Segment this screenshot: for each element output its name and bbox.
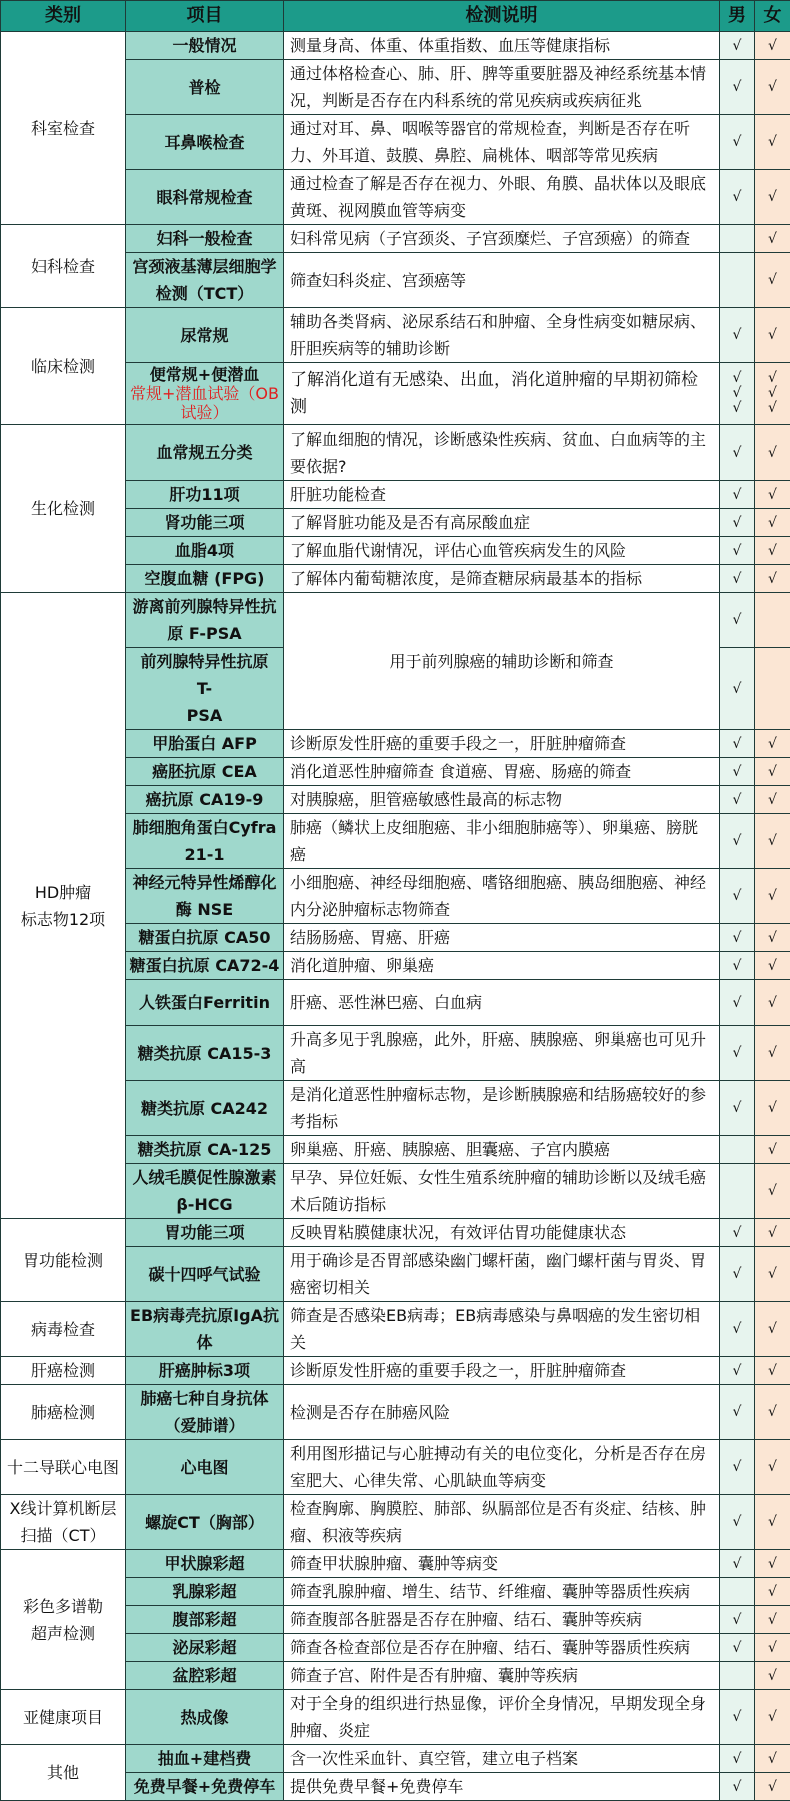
female-check: √ — [755, 1385, 790, 1440]
description-cell: 肝脏功能检查 — [284, 481, 720, 509]
category-cell: 其他 — [1, 1745, 126, 1801]
item-cell: 糖蛋白抗原 CA72-4 — [126, 952, 284, 980]
category-cell: 临床检测 — [1, 308, 126, 425]
description-cell: 肺癌（鳞状上皮细胞癌、非小细胞肺癌等）、卵巢癌、膀胱癌 — [284, 814, 720, 869]
item-cell: 游离前列腺特异性抗原 F-PSA — [126, 593, 284, 648]
item-cell: 肺癌七种自身抗体（爱肺谱） — [126, 1385, 284, 1440]
male-check: √ — [720, 60, 755, 115]
description-cell: 了解血脂代谢情况，评估心血管疾病发生的风险 — [284, 537, 720, 565]
female-check: √ — [755, 1026, 790, 1081]
category-cell: 妇科检查 — [1, 225, 126, 308]
description-cell: 含一次性采血针、真空管，建立电子档案 — [284, 1745, 720, 1773]
table-row — [1, 225, 790, 253]
table-row — [1, 1690, 790, 1745]
item-cell: 甲胎蛋白 AFP — [126, 730, 284, 758]
description-cell: 了解血细胞的情况，诊断感染性疾病、贫血、白血病等的主要依据? — [284, 425, 720, 481]
male-check: √ — [720, 115, 755, 170]
table-row — [1, 32, 790, 60]
description-cell: 升高多见于乳腺癌，此外，肝癌、胰腺癌、卵巢癌也可见升高 — [284, 1026, 720, 1081]
category-cell: 肺癌检测 — [1, 1385, 126, 1440]
description-cell: 消化道肿瘤、卵巢癌 — [284, 952, 720, 980]
item-cell: 肝功11项 — [126, 481, 284, 509]
male-check: √ √ √ — [720, 363, 755, 425]
male-check: √ — [720, 425, 755, 481]
item-cell: 血脂4项 — [126, 537, 284, 565]
item-cell: 人铁蛋白Ferritin — [126, 980, 284, 1026]
description-cell: 筛查甲状腺肿瘤、囊肿等病变 — [284, 1550, 720, 1578]
female-check: √ — [755, 758, 790, 786]
item-cell: 神经元特异性烯醇化酶 NSE — [126, 869, 284, 924]
female-check: √ — [755, 425, 790, 481]
description-cell: 测量身高、体重、体重指数、血压等健康指标 — [284, 32, 720, 60]
item-cell: 妇科一般检查 — [126, 225, 284, 253]
description-cell: 是消化道恶性肿瘤标志物，是诊断胰腺癌和结肠癌较好的参考指标 — [284, 1081, 720, 1136]
description-cell: 诊断原发性肝癌的重要手段之一，肝脏肿瘤筛查 — [284, 1357, 720, 1385]
female-check: √ — [755, 481, 790, 509]
item-cell: 乳腺彩超 — [126, 1578, 284, 1606]
item-main-label: 便常规+便潜血 — [149, 365, 260, 384]
male-check: √ — [720, 1440, 755, 1495]
male-check — [720, 1662, 755, 1690]
table-row — [1, 425, 790, 481]
female-check: √ — [755, 1440, 790, 1495]
item-cell: EB病毒壳抗原IgA抗体 — [126, 1302, 284, 1357]
description-cell: 小细胞癌、神经母细胞癌、嗜铬细胞癌、胰岛细胞癌、神经内分泌肿瘤标志物筛查 — [284, 869, 720, 924]
female-check: √ — [755, 730, 790, 758]
description-cell: 通过体格检查心、肺、肝、脾等重要脏器及神经系统基本情况，判断是否存在内科系统的常见疾病或疾病征兆 — [284, 60, 720, 115]
category-cell: 生化检测 — [1, 425, 126, 593]
item-cell: 免费早餐+免费停车 — [126, 1773, 284, 1801]
male-check: √ — [720, 869, 755, 924]
category-cell: 肝癌检测 — [1, 1357, 126, 1385]
table-row — [1, 1745, 790, 1773]
description-cell: 筛查腹部各脏器是否存在肿瘤、结石、囊肿等疾病 — [284, 1606, 720, 1634]
description-cell: 筛查各检查部位是否存在肿瘤、结石、囊肿等器质性疾病 — [284, 1634, 720, 1662]
description-cell: 检查胸廓、胸膜腔、肺部、纵膈部位是否有炎症、结核、肿瘤、积液等疾病 — [284, 1495, 720, 1550]
male-check: √ — [720, 565, 755, 593]
male-check: √ — [720, 481, 755, 509]
male-check: √ — [720, 1606, 755, 1634]
item-cell: 胃功能三项 — [126, 1219, 284, 1247]
item-cell: 肺细胞角蛋白Cyfra 21-1 — [126, 814, 284, 869]
female-check: √ — [755, 980, 790, 1026]
item-cell: 心电图 — [126, 1440, 284, 1495]
description-cell: 对胰腺癌，胆管癌敏感性最高的标志物 — [284, 786, 720, 814]
table-row — [1, 1440, 790, 1495]
female-check: √ — [755, 952, 790, 980]
male-check: √ — [720, 1247, 755, 1302]
female-check: √ — [755, 1219, 790, 1247]
male-check: √ — [720, 924, 755, 952]
description-cell: 了解体内葡萄糖浓度，是筛查糖尿病最基本的指标 — [284, 565, 720, 593]
header-description: 检测说明 — [284, 1, 720, 32]
item-cell: 糖类抗原 CA15-3 — [126, 1026, 284, 1081]
female-check: √ — [755, 1745, 790, 1773]
table-row — [1, 1550, 790, 1578]
description-cell: 用于前列腺癌的辅助诊断和筛查 — [284, 593, 720, 730]
header-item: 项目 — [126, 1, 284, 32]
item-cell — [126, 363, 284, 425]
male-check: √ — [720, 308, 755, 363]
male-check: √ — [720, 1302, 755, 1357]
male-check: √ — [720, 1690, 755, 1745]
category-cell: 十二导联心电图 — [1, 1440, 126, 1495]
header-male: 男 — [720, 1, 755, 32]
female-check: √ — [755, 170, 790, 225]
female-check: √ — [755, 814, 790, 869]
item-cell: 空腹血糖 (FPG) — [126, 565, 284, 593]
item-cell: 泌尿彩超 — [126, 1634, 284, 1662]
item-cell: 耳鼻喉检查 — [126, 115, 284, 170]
description-cell: 筛查乳腺肿瘤、增生、结节、纤维瘤、囊肿等器质性疾病 — [284, 1578, 720, 1606]
female-check: √ — [755, 308, 790, 363]
description-cell: 通过对耳、鼻、咽喉等器官的常规检查，判断是否存在听力、外耳道、鼓膜、鼻腔、扁桃体、咽部等常见疾病 — [284, 115, 720, 170]
male-check: √ — [720, 1773, 755, 1801]
category-cell: HD肿瘤 标志物12项 — [1, 593, 126, 1219]
male-check: √ — [720, 952, 755, 980]
male-check: √ — [720, 32, 755, 60]
description-cell: 诊断原发性肝癌的重要手段之一，肝脏肿瘤筛查 — [284, 730, 720, 758]
female-check: √ — [755, 1302, 790, 1357]
male-check: √ — [720, 1026, 755, 1081]
female-check: √ — [755, 924, 790, 952]
female-check: √ — [755, 225, 790, 253]
female-check: √ — [755, 115, 790, 170]
female-check: √ — [755, 1550, 790, 1578]
female-check: √ — [755, 1662, 790, 1690]
male-check: √ — [720, 980, 755, 1026]
male-check: √ — [720, 814, 755, 869]
item-red-label: 常规+潜血试验（OB试验） — [130, 384, 279, 422]
description-cell: 反映胃粘膜健康状况，有效评估胃功能健康状态 — [284, 1219, 720, 1247]
male-check: √ — [720, 1081, 755, 1136]
description-cell: 提供免费早餐+免费停车 — [284, 1773, 720, 1801]
item-cell: 甲状腺彩超 — [126, 1550, 284, 1578]
item-cell: 前列腺特异性抗原 T- PSA — [126, 648, 284, 730]
female-check: √ — [755, 869, 790, 924]
female-check: √ — [755, 1606, 790, 1634]
item-cell: 热成像 — [126, 1690, 284, 1745]
male-check: √ — [720, 648, 755, 730]
category-cell: X线计算机断层扫描（CT） — [1, 1495, 126, 1550]
item-cell: 肝癌肿标3项 — [126, 1357, 284, 1385]
female-check: √ — [755, 253, 790, 308]
item-cell: 宫颈液基薄层细胞学检测（TCT） — [126, 253, 284, 308]
table-row — [1, 1385, 790, 1440]
female-check: √ √ √ — [755, 363, 790, 425]
female-check: √ — [755, 1136, 790, 1164]
description-cell: 检测是否存在肺癌风险 — [284, 1385, 720, 1440]
category-cell: 胃功能检测 — [1, 1219, 126, 1302]
item-cell: 尿常规 — [126, 308, 284, 363]
table-row — [1, 593, 790, 648]
description-cell: 妇科常见病（子宫颈炎、子宫颈糜烂、子宫颈癌）的筛查 — [284, 225, 720, 253]
description-cell: 了解消化道有无感染、出血，消化道肿瘤的早期初筛检测 — [284, 363, 720, 425]
item-cell: 癌抗原 CA19-9 — [126, 786, 284, 814]
male-check: √ — [720, 1550, 755, 1578]
description-cell: 肝癌、恶性淋巴癌、白血病 — [284, 980, 720, 1026]
item-cell: 肾功能三项 — [126, 509, 284, 537]
female-check: √ — [755, 1773, 790, 1801]
item-cell: 抽血+建档费 — [126, 1745, 284, 1773]
header-category: 类别 — [1, 1, 126, 32]
male-check: √ — [720, 758, 755, 786]
table-row — [1, 308, 790, 363]
female-check: √ — [755, 537, 790, 565]
male-check: √ — [720, 1495, 755, 1550]
description-cell: 结肠肠癌、胃癌、肝癌 — [284, 924, 720, 952]
female-check: √ — [755, 1634, 790, 1662]
male-check: √ — [720, 1745, 755, 1773]
category-cell: 病毒检查 — [1, 1302, 126, 1357]
female-check: √ — [755, 1247, 790, 1302]
male-check: √ — [720, 730, 755, 758]
table-row — [1, 1302, 790, 1357]
category-cell: 彩色多谱勒 超声检测 — [1, 1550, 126, 1690]
item-cell: 普检 — [126, 60, 284, 115]
female-check: √ — [755, 1164, 790, 1219]
female-check: √ — [755, 32, 790, 60]
item-cell: 腹部彩超 — [126, 1606, 284, 1634]
header-row — [1, 1, 790, 32]
description-cell: 早孕、异位妊娠、女性生殖系统肿瘤的辅助诊断以及绒毛癌术后随访指标 — [284, 1164, 720, 1219]
item-cell: 癌胚抗原 CEA — [126, 758, 284, 786]
description-cell: 筛查是否感染EB病毒；EB病毒感染与鼻咽癌的发生密切相关 — [284, 1302, 720, 1357]
category-cell: 亚健康项目 — [1, 1690, 126, 1745]
header-female: 女 — [755, 1, 790, 32]
male-check: √ — [720, 1634, 755, 1662]
table-row — [1, 1495, 790, 1550]
female-check: √ — [755, 1357, 790, 1385]
table-row — [1, 1219, 790, 1247]
item-cell: 糖类抗原 CA-125 — [126, 1136, 284, 1164]
male-check: √ — [720, 1219, 755, 1247]
male-check — [720, 1164, 755, 1219]
description-cell: 用于确诊是否胃部感染幽门螺杆菌，幽门螺杆菌与胃炎、胃癌密切相关 — [284, 1247, 720, 1302]
female-check: √ — [755, 1495, 790, 1550]
description-cell: 了解肾脏功能及是否有高尿酸血症 — [284, 509, 720, 537]
description-cell: 通过检查了解是否存在视力、外眼、角膜、晶状体以及眼底黄斑、视网膜血管等病变 — [284, 170, 720, 225]
item-cell: 人绒毛膜促性腺激素β-HCG — [126, 1164, 284, 1219]
male-check — [720, 1136, 755, 1164]
description-cell: 利用图形描记与心脏搏动有关的电位变化，分析是否存在房室肥大、心律失常、心肌缺血等病变 — [284, 1440, 720, 1495]
male-check: √ — [720, 593, 755, 648]
male-check: √ — [720, 537, 755, 565]
female-check: √ — [755, 565, 790, 593]
item-cell: 一般情况 — [126, 32, 284, 60]
item-cell: 眼科常规检查 — [126, 170, 284, 225]
male-check — [720, 1578, 755, 1606]
description-cell: 卵巢癌、肝癌、胰腺癌、胆囊癌、子宫内膜癌 — [284, 1136, 720, 1164]
description-cell: 筛查妇科炎症、宫颈癌等 — [284, 253, 720, 308]
item-cell: 盆腔彩超 — [126, 1662, 284, 1690]
female-check: √ — [755, 1081, 790, 1136]
description-cell: 对于全身的组织进行热显像，评价全身情况，早期发现全身肿瘤、炎症 — [284, 1690, 720, 1745]
item-cell: 血常规五分类 — [126, 425, 284, 481]
female-check — [755, 593, 790, 648]
description-cell: 消化道恶性肿瘤筛查 食道癌、胃癌、肠癌的筛查 — [284, 758, 720, 786]
female-check: √ — [755, 509, 790, 537]
male-check: √ — [720, 509, 755, 537]
table-row — [1, 1357, 790, 1385]
description-cell: 辅助各类肾病、泌尿系结石和肿瘤、全身性病变如糖尿病、肝胆疾病等的辅助诊断 — [284, 308, 720, 363]
description-cell: 筛查子宫、附件是否有肿瘤、囊肿等疾病 — [284, 1662, 720, 1690]
female-check: √ — [755, 1578, 790, 1606]
male-check — [720, 253, 755, 308]
item-cell: 螺旋CT（胸部） — [126, 1495, 284, 1550]
female-check: √ — [755, 60, 790, 115]
male-check: √ — [720, 170, 755, 225]
item-cell: 糖类抗原 CA242 — [126, 1081, 284, 1136]
male-check — [720, 225, 755, 253]
male-check: √ — [720, 786, 755, 814]
female-check: √ — [755, 786, 790, 814]
item-cell: 碳十四呼气试验 — [126, 1247, 284, 1302]
male-check: √ — [720, 1357, 755, 1385]
item-cell: 糖蛋白抗原 CA50 — [126, 924, 284, 952]
male-check: √ — [720, 1385, 755, 1440]
category-cell: 科室检查 — [1, 32, 126, 225]
female-check: √ — [755, 1690, 790, 1745]
female-check — [755, 648, 790, 730]
